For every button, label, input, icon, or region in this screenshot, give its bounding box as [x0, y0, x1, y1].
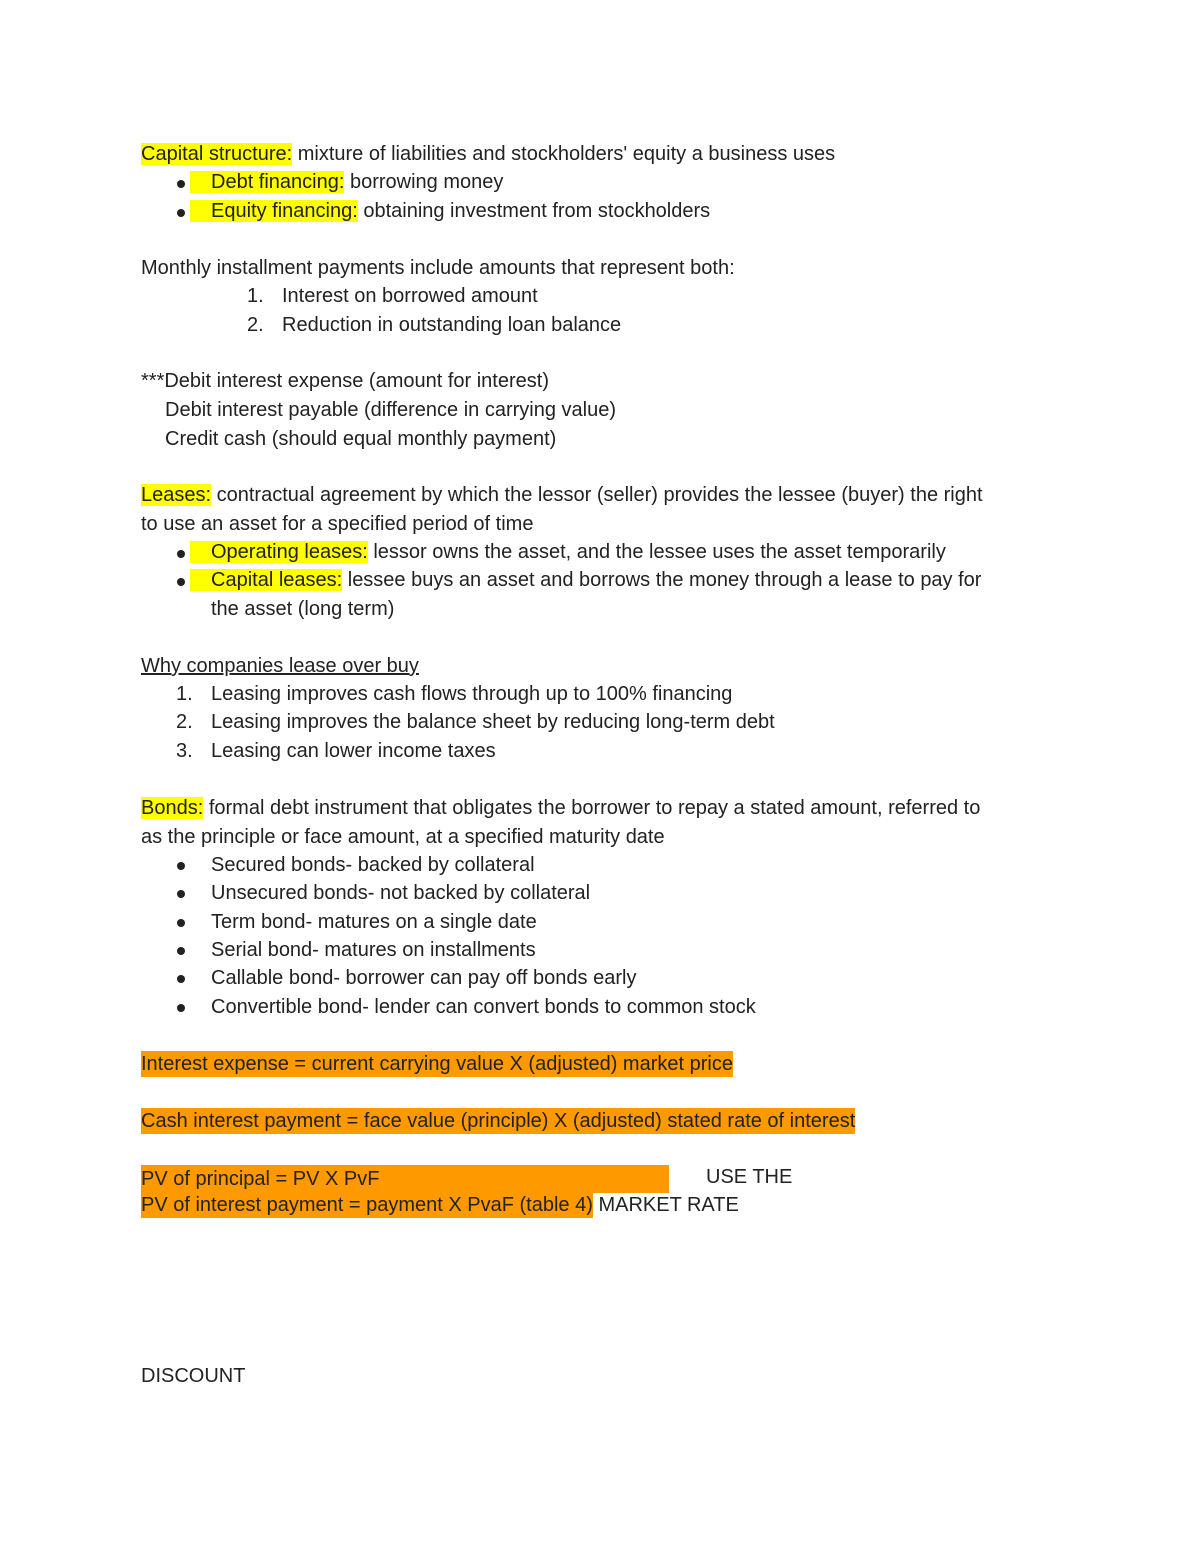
bond-type-item: Unsecured bonds- not backed by collateral: [211, 882, 591, 904]
installment-item: Reduction in outstanding loan balance: [282, 314, 622, 336]
bullet-icon: [177, 947, 185, 955]
journal-line-credit-cash: Credit cash (should equal monthly payment): [165, 428, 557, 450]
why-lease-item-number: 1.: [176, 683, 193, 705]
bonds-def: formal debt instrument that obligates the borrower to repay a stated amount, referred to: [203, 797, 981, 819]
capital-structure-line: [141, 142, 835, 166]
pv-interest-formula: [141, 1193, 739, 1217]
interest-expense-text: Interest expense = current carrying value X (adjusted) market price: [141, 1053, 733, 1075]
operating-leases-term: Operating leases:: [190, 541, 368, 563]
bullet-icon: [177, 890, 185, 898]
pv-principal-text: PV of principal = PV X PvF: [141, 1165, 669, 1193]
capital-structure-def: mixture of liabilities and stockholders' equity a business uses: [292, 143, 836, 165]
why-lease-item: Leasing improves the balance sheet by reducing long-term debt: [211, 711, 775, 733]
bullet-icon: [177, 862, 185, 870]
capital-leases-term: Capital leases:: [190, 569, 342, 591]
capital-leases-item: [190, 568, 981, 592]
debt-financing-def: borrowing money: [344, 171, 504, 193]
why-lease-item: Leasing can lower income taxes: [211, 740, 496, 762]
equity-financing-def: obtaining investment from stockholders: [357, 200, 711, 222]
bullet-icon: [177, 209, 185, 217]
bullet-icon: [177, 578, 185, 586]
bond-type-item: Secured bonds- backed by collateral: [211, 854, 535, 876]
bond-type-item: Serial bond- matures on installments: [211, 939, 536, 961]
bullet-icon: [177, 550, 185, 558]
leases-def: contractual agreement by which the lessor (seller) provides the lessee (buyer) the right: [211, 484, 983, 506]
capital-structure-term: Capital structure:: [141, 143, 293, 165]
bond-type-item: Callable bond- borrower can pay off bonds early: [211, 967, 637, 989]
cash-interest-formula: [141, 1109, 855, 1133]
leases-def-continued: to use an asset for a specified period of time: [141, 513, 534, 535]
cash-interest-text: Cash interest payment = face value (principle) X (adjusted) stated rate of interest: [141, 1110, 856, 1132]
journal-line-debit-expense: ***Debit interest expense (amount for interest): [141, 370, 549, 392]
installment-item: Interest on borrowed amount: [282, 285, 538, 307]
why-lease-item-number: 3.: [176, 740, 193, 762]
bullet-icon: [177, 180, 185, 188]
why-lease-item-number: 2.: [176, 711, 193, 733]
bullet-icon: [177, 919, 185, 927]
why-lease-item: Leasing improves cash flows through up to 100% financing: [211, 683, 733, 705]
equity-financing-item: [190, 199, 710, 223]
interest-expense-formula: [141, 1052, 733, 1076]
capital-leases-def: lessee buys an asset and borrows the money through a lease to pay for: [342, 569, 982, 591]
pv-principal-formula: [141, 1165, 669, 1193]
operating-leases-item: [190, 540, 946, 564]
bullet-icon: [177, 1004, 185, 1012]
capital-leases-def-continued: the asset (long term): [211, 598, 395, 620]
leases-term: Leases:: [141, 484, 212, 506]
equity-financing-term: Equity financing:: [190, 200, 358, 222]
bonds-def-continued: as the principle or face amount, at a specified maturity date: [141, 826, 665, 848]
journal-line-debit-payable: Debit interest payable (difference in carrying value): [165, 399, 616, 421]
debt-financing-term: Debt financing:: [190, 171, 344, 193]
market-rate-note: MARKET RATE: [592, 1194, 739, 1216]
bonds-term: Bonds:: [141, 797, 204, 819]
discount-heading: DISCOUNT: [141, 1365, 246, 1387]
bond-type-item: Convertible bond- lender can convert bonds to common stock: [211, 996, 756, 1018]
installment-intro: Monthly installment payments include amounts that represent both:: [141, 257, 735, 279]
installment-item-number: 1.: [247, 285, 264, 307]
bullet-icon: [177, 975, 185, 983]
use-the-note: USE THE: [706, 1166, 793, 1188]
debt-financing-item: [190, 170, 503, 194]
installment-item-number: 2.: [247, 314, 264, 336]
why-lease-heading: Why companies lease over buy: [141, 655, 419, 677]
leases-line: [141, 483, 983, 507]
operating-leases-def: lessor owns the asset, and the lessee uses the asset temporarily: [367, 541, 946, 563]
pv-interest-text: PV of interest payment = payment X PvaF (table 4): [141, 1194, 593, 1216]
bond-type-item: Term bond- matures on a single date: [211, 911, 537, 933]
bonds-line: [141, 796, 980, 820]
